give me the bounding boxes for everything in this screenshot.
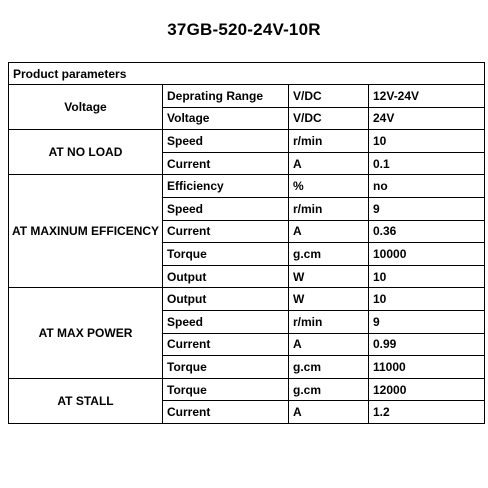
- unit-cell: g.cm: [289, 378, 369, 401]
- product-parameters-table: [8, 62, 485, 424]
- unit-cell: A: [289, 333, 369, 356]
- value-cell: 24V: [369, 107, 485, 130]
- value-cell: 12000: [369, 378, 485, 401]
- value-cell: 9: [369, 197, 485, 220]
- value-cell: 11000: [369, 356, 485, 379]
- value-cell: 10: [369, 130, 485, 153]
- param-cell: Torque: [163, 356, 289, 379]
- unit-cell: r/min: [289, 197, 369, 220]
- table-row: [9, 130, 485, 153]
- group-label-no-load: AT NO LOAD: [9, 130, 163, 175]
- unit-cell: V/DC: [289, 85, 369, 108]
- unit-cell: V/DC: [289, 107, 369, 130]
- value-cell: 1.2: [369, 401, 485, 424]
- table-row: [9, 175, 485, 198]
- param-cell: Output: [163, 265, 289, 288]
- unit-cell: A: [289, 401, 369, 424]
- unit-cell: r/min: [289, 130, 369, 153]
- param-cell: Speed: [163, 197, 289, 220]
- group-label-stall: AT STALL: [9, 378, 163, 423]
- param-cell: Efficiency: [163, 175, 289, 198]
- param-cell: Output: [163, 288, 289, 311]
- unit-cell: g.cm: [289, 356, 369, 379]
- param-cell: Voltage: [163, 107, 289, 130]
- param-cell: Current: [163, 220, 289, 243]
- param-cell: Torque: [163, 243, 289, 266]
- group-label-max-efficiency: AT MAXINUM EFFICENCY: [9, 175, 163, 288]
- param-cell: Deprating Range: [163, 85, 289, 108]
- value-cell: 0.1: [369, 152, 485, 175]
- value-cell: 0.36: [369, 220, 485, 243]
- table-row: [9, 378, 485, 401]
- table-header-row: [9, 63, 485, 85]
- unit-cell: g.cm: [289, 243, 369, 266]
- value-cell: 10: [369, 265, 485, 288]
- param-cell: Current: [163, 152, 289, 175]
- unit-cell: W: [289, 265, 369, 288]
- unit-cell: A: [289, 220, 369, 243]
- page-title: 37GB-520-24V-10R: [167, 20, 321, 39]
- unit-cell: W: [289, 288, 369, 311]
- unit-cell: r/min: [289, 310, 369, 333]
- param-cell: Current: [163, 333, 289, 356]
- unit-cell: %: [289, 175, 369, 198]
- value-cell: 10: [369, 288, 485, 311]
- table-row: [9, 288, 485, 311]
- table-row: [9, 85, 485, 108]
- value-cell: no: [369, 175, 485, 198]
- value-cell: 9: [369, 310, 485, 333]
- group-label-voltage: Voltage: [9, 85, 163, 130]
- table-header: Product parameters: [9, 63, 485, 85]
- param-cell: Current: [163, 401, 289, 424]
- param-cell: Torque: [163, 378, 289, 401]
- param-cell: Speed: [163, 310, 289, 333]
- param-cell: Speed: [163, 130, 289, 153]
- value-cell: 10000: [369, 243, 485, 266]
- value-cell: 0.99: [369, 333, 485, 356]
- group-label-max-power: AT MAX POWER: [9, 288, 163, 378]
- unit-cell: A: [289, 152, 369, 175]
- value-cell: 12V-24V: [369, 85, 485, 108]
